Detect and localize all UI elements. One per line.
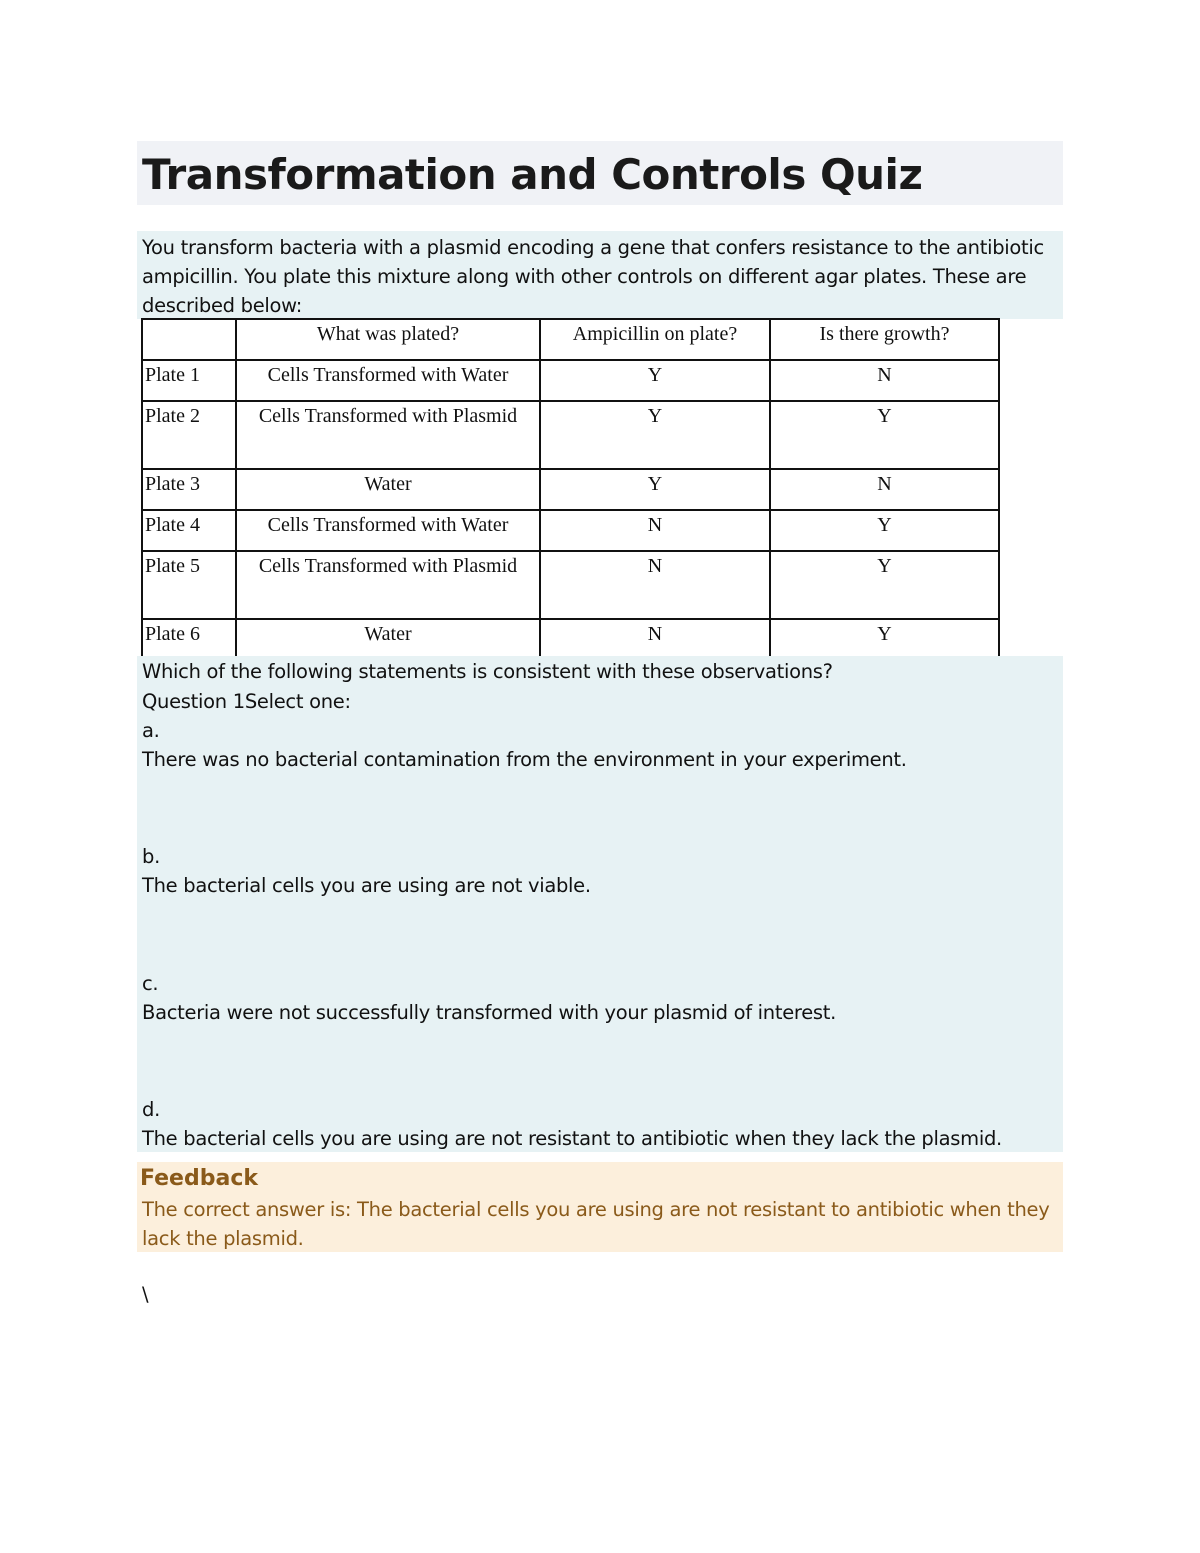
- ampicillin-cell: Y: [540, 469, 770, 510]
- option-d-text[interactable]: The bacterial cells you are using are not resistant to antibiotic when they lack the plasmid.: [142, 1127, 1002, 1150]
- growth-cell: Y: [770, 401, 999, 469]
- question-intro: You transform bacteria with a plasmid encoding a gene that confers resistance to the antibiotic ampicillin. You plate this mixture along with other controls on different agar plates. These are described below:: [142, 236, 1044, 317]
- table-header-cell: Ampicillin on plate?: [540, 319, 770, 360]
- table-row: [142, 510, 999, 551]
- option-a-letter[interactable]: a.: [142, 719, 160, 742]
- option-b-text[interactable]: The bacterial cells you are using are not viable.: [142, 874, 591, 897]
- option-c-text[interactable]: Bacteria were not successfully transformed with your plasmid of interest.: [142, 1001, 836, 1024]
- plate-cell: Plate 5: [142, 551, 236, 619]
- option-a-text[interactable]: There was no bacterial contamination from the environment in your experiment.: [142, 748, 907, 771]
- growth-cell: Y: [770, 551, 999, 619]
- plate-cell: Plate 6: [142, 619, 236, 660]
- plate-cell: Plate 2: [142, 401, 236, 469]
- feedback-title: Feedback: [140, 1166, 258, 1191]
- table-row: [142, 360, 999, 401]
- table-row: [142, 469, 999, 510]
- growth-cell: Y: [770, 510, 999, 551]
- page-title: Transformation and Controls Quiz: [142, 150, 923, 199]
- table-row: [142, 619, 999, 660]
- plate-cell: Plate 1: [142, 360, 236, 401]
- table-row: [142, 551, 999, 619]
- plates-table: [141, 318, 1000, 661]
- plate-cell: Plate 4: [142, 510, 236, 551]
- question-band: [137, 656, 1063, 1152]
- ampicillin-cell: N: [540, 551, 770, 619]
- growth-cell: N: [770, 360, 999, 401]
- table-header-cell: What was plated?: [236, 319, 540, 360]
- ampicillin-cell: Y: [540, 360, 770, 401]
- feedback-text: The correct answer is: The bacterial cells you are using are not resistant to antibiotic when they lack the plasmid.: [142, 1198, 1050, 1250]
- ampicillin-cell: Y: [540, 401, 770, 469]
- ampicillin-cell: N: [540, 510, 770, 551]
- plated-cell: Water: [236, 619, 540, 660]
- plated-cell: Cells Transformed with Water: [236, 510, 540, 551]
- question-prompt: Which of the following statements is consistent with these observations?: [142, 660, 833, 683]
- table-header-row: [142, 319, 999, 360]
- option-c-letter[interactable]: c.: [142, 972, 159, 995]
- plated-cell: Cells Transformed with Water: [236, 360, 540, 401]
- plated-cell: Cells Transformed with Plasmid: [236, 551, 540, 619]
- growth-cell: Y: [770, 619, 999, 660]
- option-d-letter[interactable]: d.: [142, 1098, 160, 1121]
- table-header-cell: Is there growth?: [770, 319, 999, 360]
- plate-cell: Plate 3: [142, 469, 236, 510]
- table-row: [142, 401, 999, 469]
- plated-cell: Water: [236, 469, 540, 510]
- option-b-letter[interactable]: b.: [142, 845, 160, 868]
- trailing-text: \: [142, 1283, 149, 1306]
- plated-cell: Cells Transformed with Plasmid: [236, 401, 540, 469]
- ampicillin-cell: N: [540, 619, 770, 660]
- growth-cell: N: [770, 469, 999, 510]
- question-label: Question 1Select one:: [142, 690, 351, 713]
- table-header-cell: [142, 319, 236, 360]
